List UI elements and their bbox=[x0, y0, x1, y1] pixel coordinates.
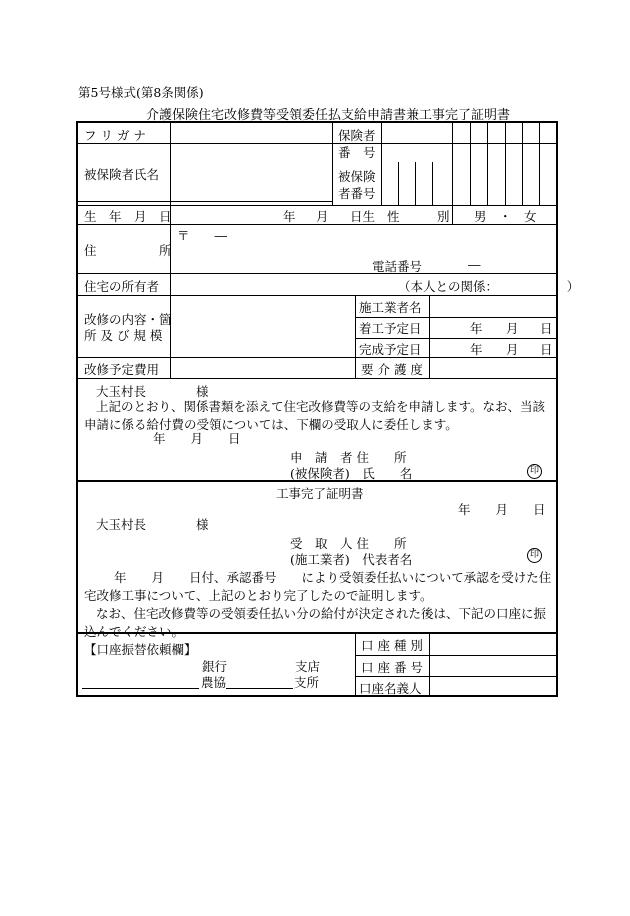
care-level-label: 要 介 護 度 bbox=[361, 362, 423, 377]
start-date-label: 着工予定日 bbox=[359, 321, 422, 336]
form-number: 第5号様式(第8条関係) bbox=[78, 85, 204, 100]
applicant-name-label: (被保険者) 氏 名 bbox=[290, 466, 413, 481]
birth-day: 日生 bbox=[350, 209, 376, 224]
recipient-address-label: 受 取 人 住 所 bbox=[290, 536, 407, 551]
end-date-label: 完成予定日 bbox=[359, 342, 422, 357]
nokyo-label: 農協 bbox=[201, 675, 227, 690]
recipient-name-label: (施工業者) 代表者名 bbox=[290, 552, 413, 567]
start-year: 年 bbox=[470, 321, 483, 336]
application-date: 年 月 日 bbox=[153, 431, 241, 446]
birth-month: 月 bbox=[316, 209, 329, 224]
phone-dash: ― bbox=[468, 257, 481, 272]
seal-mark-2: 印 bbox=[527, 548, 542, 563]
end-year: 年 bbox=[470, 342, 483, 357]
furigana-label: フ リ ガ ナ bbox=[84, 128, 146, 143]
branch2-label: 支所 bbox=[294, 675, 320, 690]
relation-label: （本人との関係： ） bbox=[398, 279, 580, 294]
content-label-2: 所 及 び 規 模 bbox=[84, 328, 163, 343]
start-day: 日 bbox=[540, 321, 553, 336]
sex-options[interactable]: 男 ・ 女 bbox=[474, 209, 537, 224]
birth-year: 年 bbox=[283, 209, 296, 224]
account-type-label: 口 座 種 別 bbox=[361, 638, 423, 653]
insurer-no-label-2: 番 号 bbox=[338, 145, 376, 160]
application-addressee: 大玉村長 様 bbox=[96, 384, 209, 399]
application-body: 上記のとおり、関係書類を添えて住宅改修費等の支給を申請します。なお、当該申請に係る給付費の受領については、下欄の受取人に委任します。 bbox=[84, 399, 546, 432]
completion-date: 年 月 日 bbox=[458, 502, 546, 517]
insured-no-label-2: 者番号 bbox=[338, 186, 376, 201]
phone-label: 電話番号 bbox=[372, 259, 423, 274]
postal-code: 〒 ― bbox=[177, 228, 228, 243]
birth-label: 生 年 月 日 bbox=[84, 209, 172, 224]
completion-title: 工事完了証明書 bbox=[276, 486, 364, 501]
bank-heading: 【口座振替依頼欄】 bbox=[84, 642, 197, 657]
branch-label: 支店 bbox=[295, 659, 321, 674]
address-label: 住 所 bbox=[84, 243, 172, 258]
owner-label: 住宅の所有者 bbox=[84, 279, 160, 294]
content-label: 改修の内容・箇 bbox=[84, 312, 172, 327]
seal-mark: 印 bbox=[527, 464, 542, 479]
cost-label: 改修予定費用 bbox=[84, 362, 160, 377]
sex-label: 性 別 bbox=[387, 209, 450, 224]
form-title: 介護保険住宅改修費等受領委任払支給申請書兼工事完了証明書 bbox=[146, 108, 511, 123]
name-label: 被保険者氏名 bbox=[84, 167, 160, 182]
contractor-label: 施工業者名 bbox=[359, 300, 422, 315]
end-month: 月 bbox=[506, 342, 519, 357]
insured-no-label: 被保険 bbox=[338, 169, 376, 184]
start-month: 月 bbox=[506, 321, 519, 336]
insurer-no-label: 保険者 bbox=[338, 128, 376, 143]
completion-addressee: 大玉村長 様 bbox=[96, 517, 209, 532]
bank-label: 銀行 bbox=[202, 659, 228, 674]
completion-body-2: なお、住宅改修費等の受領委任払い分の給付が決定された後は、下記の口座に振込んでください。 bbox=[84, 606, 547, 639]
account-holder-label: 口座名義人 bbox=[359, 681, 422, 696]
applicant-address-label: 申 請 者 住 所 bbox=[290, 450, 407, 465]
account-number-label: 口 座 番 号 bbox=[361, 660, 423, 675]
end-day: 日 bbox=[540, 342, 553, 357]
completion-body: 年 月 日付、承認番号 により受領委任払いについて承認を受けた住宅改修工事について、上記のとおり完了したので証明します。 bbox=[84, 570, 552, 603]
